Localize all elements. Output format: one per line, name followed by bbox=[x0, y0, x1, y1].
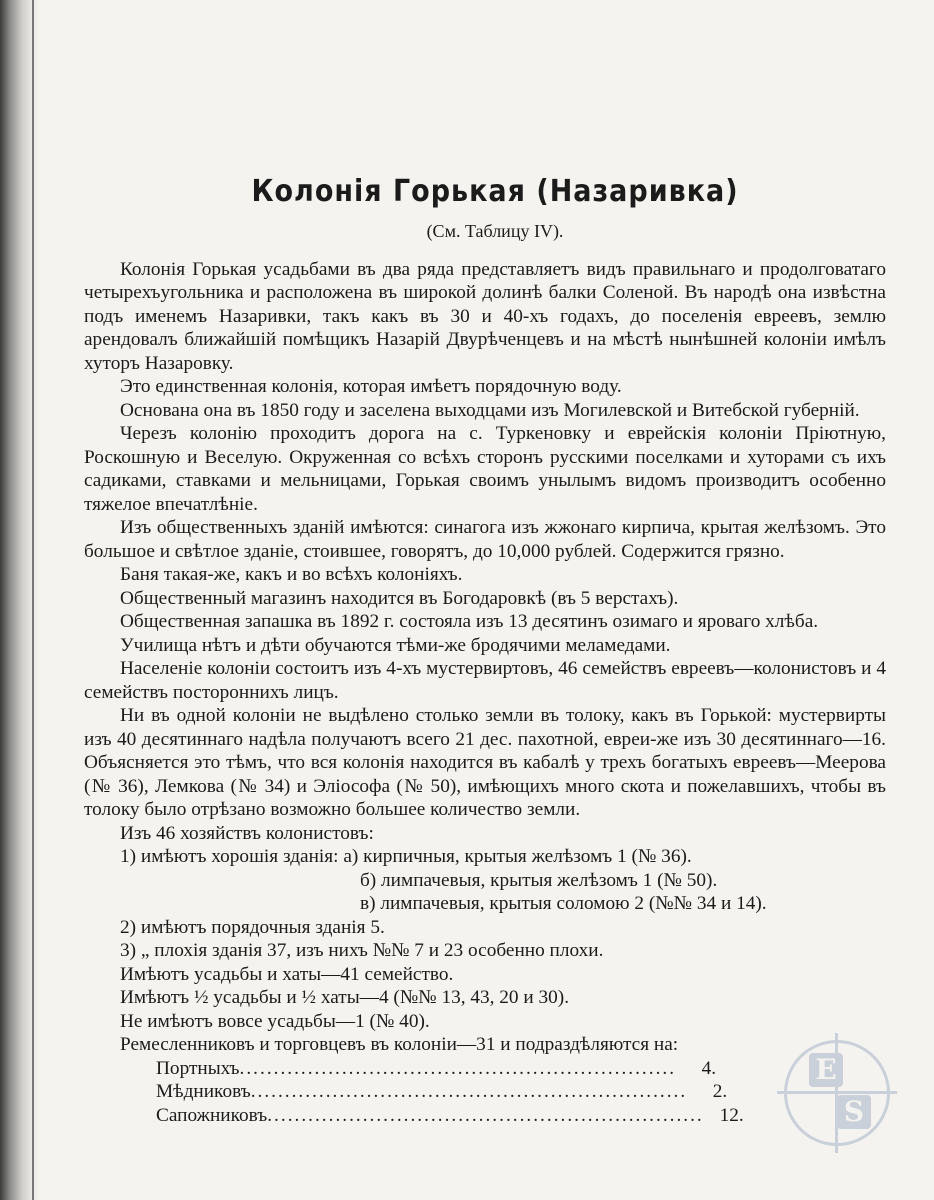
library-stamp-logo bbox=[784, 1040, 890, 1146]
craft-row bbox=[156, 1080, 728, 1104]
leader-dots: ................................................................ bbox=[250, 1081, 688, 1102]
households-line-b: Имѣютъ ½ усадьбы и ½ хаты—4 (№№ 13, 43, 20 и 30). bbox=[120, 987, 570, 1008]
craft-row bbox=[156, 1057, 717, 1081]
craft-count: 12. bbox=[719, 1104, 744, 1126]
households-line-c: Не имѣютъ вовсе усадьбы—1 (№ 40). bbox=[120, 1010, 430, 1032]
crafts-list bbox=[84, 1057, 886, 1128]
list-item-1c: в) лимпачевыя, крытыя соломою 2 (№№ 34 и 14). bbox=[360, 893, 767, 914]
paragraph-intro: Колонія Горькая усадьбами въ два ряда представляетъ видъ правильнаго и продолговатаго четырехъугольника и расположена въ широкой долинѣ балки Соленой. Въ народѣ она извѣстна подъ именемъ Назаривки, такъ какъ въ 30 и 40-хъ годахъ, до поселенія евреевъ, землю арендовалъ ближайшій помѣщикъ Назарій Двурѣченцевъ и на мѣстѣ нынѣшней колоніи имѣлъ хуторъ Назаровку. bbox=[84, 258, 886, 374]
list-item-1b: б) лимпачевыя, крытыя желѣзомъ 1 (№ 50). bbox=[360, 869, 718, 891]
list-item-3: 3) „ плохія зданія 37, изъ нихъ №№ 7 и 23 особенно плохи. bbox=[120, 940, 604, 961]
craft-count: 4. bbox=[701, 1057, 717, 1079]
leader-dots: ................................................................ bbox=[239, 1057, 677, 1079]
households-line-a: Имѣютъ усадьбы и хаты—41 семейство. bbox=[120, 963, 454, 985]
page-title: Колонія Горькая (Назаривка) bbox=[251, 174, 739, 209]
leader-dots: ................................................................ bbox=[267, 1104, 704, 1126]
crafts-intro: Ремесленниковъ и торговцевъ въ колоніи—31 и подраздѣляются на: bbox=[120, 1034, 679, 1055]
book-binding-shadow bbox=[0, 0, 40, 1200]
paragraph-buildings: Изъ общественныхъ зданій имѣются: синагога изъ жжонаго кирпича, крытая желѣзомъ. Это большое и свѣтлое зданіе, стоившее, говорятъ, до 10,000 рублей. Содержится грязно. bbox=[84, 517, 886, 562]
paragraph-school: Училища нѣтъ и дѣти обучаются тѣми-же бродячими меламедами. bbox=[120, 634, 671, 656]
stamp-letter-e: E bbox=[809, 1053, 843, 1087]
craft-row bbox=[156, 1104, 744, 1128]
paragraph-road: Черезъ колонію проходитъ дорога на с. Туркеновку и еврейскія колоніи Пріютную, Роскошную и Веселую. Окруженная со всѣхъ сторонъ русскими поселками и хуторами съ ихъ садиками, ставками и мельницами, Горькая своимъ унылымъ видомъ производитъ особенно тяжелое впечатлѣніе. bbox=[84, 423, 886, 515]
paragraph-store: Общественный магазинъ находится въ Богодаровкѣ (въ 5 верстахъ). bbox=[120, 587, 679, 609]
stamp-letter-s: S bbox=[837, 1095, 871, 1129]
paragraph-field: Общественная запашка въ 1892 г. состояла изъ 13 десятинъ озимаго и яроваго хлѣба. bbox=[120, 611, 819, 632]
craft-name: Сапожниковъ bbox=[156, 1104, 268, 1126]
craft-count: 2. bbox=[712, 1081, 728, 1102]
list-item-1a: 1) имѣютъ хорошія зданія: а) кирпичныя, крытыя желѣзомъ 1 (№ 36). bbox=[120, 846, 692, 867]
page-subtitle: (См. Таблицу IV). bbox=[426, 221, 564, 241]
paragraph-founded: Основана она въ 1850 году и заселена выходцами изъ Могилевской и Витебской губерній. bbox=[120, 399, 860, 421]
paragraph-bath: Баня такая-же, какъ и во всѣхъ колоніяхъ. bbox=[120, 564, 463, 585]
craft-name: Мѣдниковъ bbox=[156, 1081, 251, 1102]
paragraph-land: Ни въ одной колоніи не выдѣлено столько земли въ толоку, какъ въ Горькой: мустервирты изъ 40 десятиннаго надѣла получаютъ всего 21 дес. пахотной, евреи-же изъ 30 десятиннаго—16. Объясняется это тѣмъ, что вся колонія находится въ кабалѣ у трехъ богатыхъ евреевъ—Меерова (№ 36), Лемкова (№ 34) и Эліософа (№ 50), имѣющихъ много скота и пожелавшихъ, чтобы въ толоку было отрѣзано возможно большее количество земли. bbox=[84, 705, 886, 820]
document-page bbox=[84, 160, 886, 1127]
stamp-crosshair-vertical bbox=[835, 1033, 838, 1153]
paragraph-water: Это единственная колонія, которая имѣетъ порядочную воду. bbox=[120, 376, 622, 397]
binding-edge bbox=[32, 0, 34, 1200]
list-item-2: 2) имѣютъ порядочныя зданія 5. bbox=[120, 916, 385, 938]
craft-name: Портныхъ bbox=[156, 1057, 240, 1079]
paragraph-population: Населеніе колоніи состоитъ изъ 4-хъ мустервиртовъ, 46 семействъ евреевъ—колонистовъ и 4 семействъ постороннихъ лицъ. bbox=[84, 658, 886, 703]
list-intro: Изъ 46 хозяйствъ колонистовъ: bbox=[120, 822, 374, 844]
